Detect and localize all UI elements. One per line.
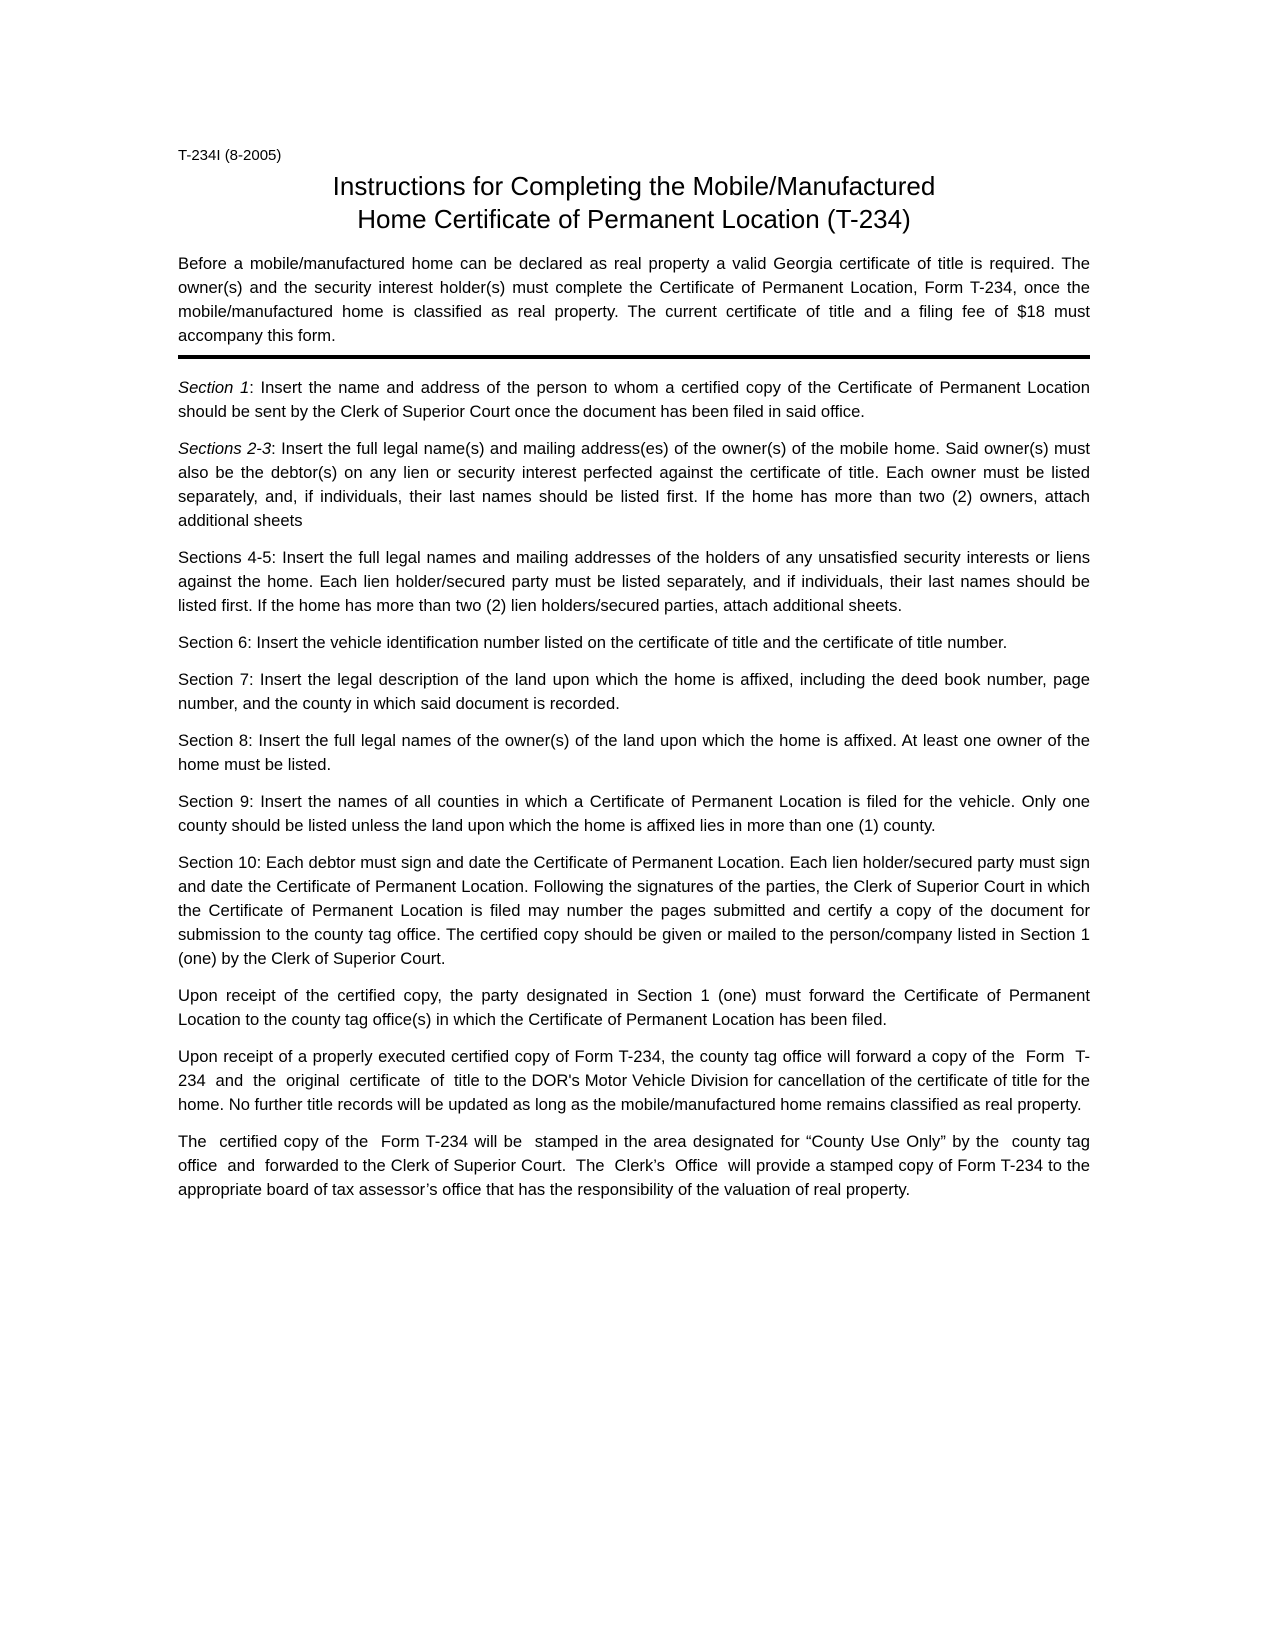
section-label: Section 9 [178, 792, 250, 811]
page-title [178, 170, 1090, 236]
intro-paragraph: Before a mobile/manufactured home can be declared as real property a valid Georgia certificate of title is required. The owner(s) and the security interest holder(s) must complete the Certificate of Permanent Location, Form T-234, once the mobile/manufactured home is classified as real property. The current certificate of title and a filing fee of $18 must accompany this form. [178, 254, 1090, 345]
page-title-line-2: Home Certificate of Permanent Location (T-234) [357, 204, 911, 234]
paragraph: Section 8: Insert the full legal names of the owner(s) of the land upon which the home is affixed. At least one owner of the home must be listed. [178, 731, 1090, 774]
section-label: Section 8 [178, 731, 249, 750]
paragraph: Sections 2-3: Insert the full legal name(s) and mailing address(es) of the owner(s) of the mobile home. Said owner(s) must also be the debtor(s) on any lien or security interest perfected against the certificate of title. Each owner must be listed separately, and, if individuals, their last names should be listed first. If the home has more than two (2) owners, attach additional sheets [178, 439, 1090, 530]
paragraph: Sections 4-5: Insert the full legal names and mailing addresses of the holders of any unsatisfied security interests or liens against the home. Each lien holder/secured party must be listed separately, and if individuals, their last names should be listed first. If the home has more than two (2) lien holders/secured parties, attach additional sheets. [178, 548, 1090, 615]
paragraph: Upon receipt of a properly executed certified copy of Form T-234, the county tag office will forward a copy of the Form T-234 and the original certificate of title to the DOR's Motor Vehicle Division for cancellation of the certificate of title for the home. No further title records will be updated as long as the mobile/manufactured home remains classified as real property. [178, 1047, 1090, 1114]
document-content [178, 148, 1090, 1202]
section-label: Section 1 [178, 378, 250, 397]
document-body [178, 376, 1090, 1202]
section-label: Section 10 [178, 853, 257, 872]
paragraph: Section 1: Insert the name and address of the person to whom a certified copy of the Certificate of Permanent Location should be sent by the Clerk of Superior Court once the document has been filed in said office. [178, 378, 1090, 421]
paragraph: The certified copy of the Form T-234 will be stamped in the area designated for “County Use Only” by the county tag office and forwarded to the Clerk of Superior Court. The Clerk’s Office will provide a stamped copy of Form T-234 to the appropriate board of tax assessor’s office that has the responsibility of the valuation of real property. [178, 1132, 1090, 1199]
section-label: Section 7 [178, 670, 249, 689]
section-label: Sections 4-5 [178, 548, 272, 567]
form-number: T-234I (8-2005) [178, 147, 282, 164]
page-title-line-1: Instructions for Completing the Mobile/Manufactured [332, 171, 936, 201]
paragraph: Section 6: Insert the vehicle identification number listed on the certificate of title and the certificate of title number. [178, 633, 1008, 652]
section-label: Sections 2-3 [178, 439, 272, 458]
section-label: Section 6 [178, 633, 248, 652]
paragraph: Section 7: Insert the legal description of the land upon which the home is affixed, including the deed book number, page number, and the county in which said document is recorded. [178, 670, 1090, 713]
paragraph: Section 9: Insert the names of all counties in which a Certificate of Permanent Location is filed for the vehicle. Only one county should be listed unless the land upon which the home is affixed lies in more than one (1) county. [178, 792, 1091, 835]
section-divider [178, 355, 1090, 359]
paragraph: Upon receipt of the certified copy, the party designated in Section 1 (one) must forward the Certificate of Permanent Location to the county tag office(s) in which the Certificate of Permanent Location has been filed. [178, 986, 1090, 1029]
paragraph: Section 10: Each debtor must sign and date the Certificate of Permanent Location. Each lien holder/secured party must sign and date the Certificate of Permanent Location. Following the signatures of the parties, the Clerk of Superior Court in which the Certificate of Permanent Location is filed may number the pages submitted and certify a copy of the document for submission to the county tag office. The certified copy should be given or mailed to the person/company listed in Section 1 (one) by the Clerk of Superior Court. [178, 853, 1090, 968]
